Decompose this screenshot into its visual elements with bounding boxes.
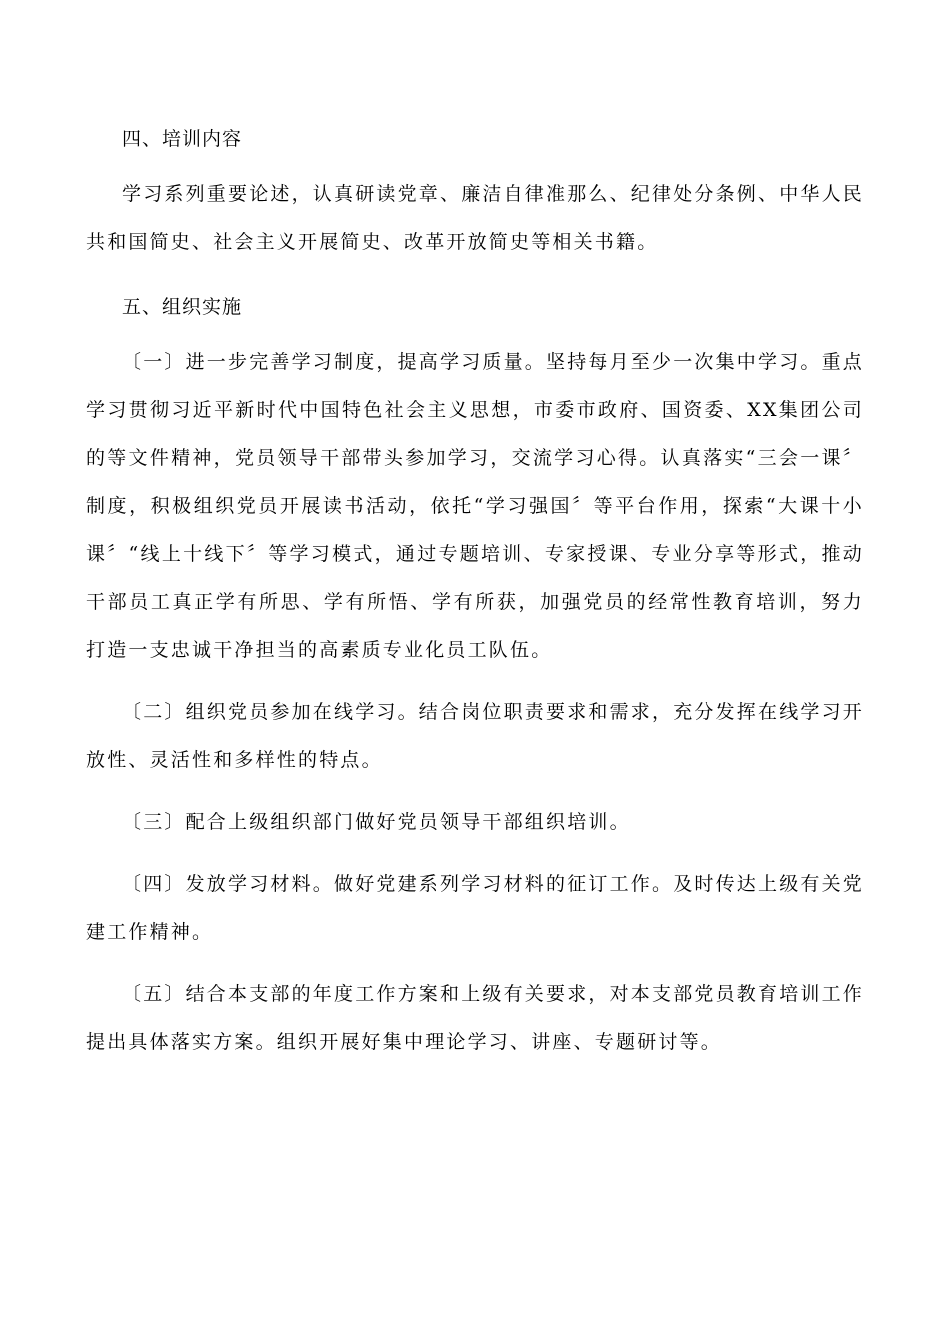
paragraph-item-3: 〔三〕配合上级组织部门做好党员领导干部组织培训。 xyxy=(122,811,631,833)
paragraph-item-5: 〔五〕结合本支部的年度工作方案和上级有关要求，对本支部党员教育培训工作提出具体落实方案。组织开展好集中理论学习、讲座、专题研讨等。 xyxy=(86,983,865,1053)
document-page xyxy=(86,112,864,1080)
paragraph-training-content: 学习系列重要论述，认真研读党章、廉洁自律准那么、纪律处分条例、中华人民共和国简史、社会主义开展简史、改革开放简史等相关书籍。 xyxy=(86,183,865,253)
paragraph-item-2: 〔二〕组织党员参加在线学习。结合岗位职责要求和需求，充分发挥在线学习开放性、灵活性和多样性的特点。 xyxy=(86,701,865,771)
paragraph-item-4: 〔四〕发放学习材料。做好党建系列学习材料的征订工作。及时传达上级有关党建工作精神。 xyxy=(86,873,865,943)
section-heading-implementation: 五、组织实施 xyxy=(122,296,243,318)
paragraph-item-1: 〔一〕进一步完善学习制度，提高学习质量。坚持每月至少一次集中学习。重点学习贯彻习近平新时代中国特色社会主义思想，市委市政府、国资委、XX集团公司的等文件精神，党员领导干部带头参加学习，交流学习心得。认真落实“三会一课〞制度，积极组织党员开展读书活动，依托“学习强国〞等平台作用，探索“大课十小课〞“线上十线下〞等学习模式，通过专题培训、专家授课、专业分享等形式，推动干部员工真正学有所思、学有所悟、学有所获，加强党员的经常性教育培训，努力打造一支忠诚干净担当的高素质专业化员工队伍。 xyxy=(86,351,865,661)
section-heading-training-content: 四、培训内容 xyxy=(122,128,243,150)
